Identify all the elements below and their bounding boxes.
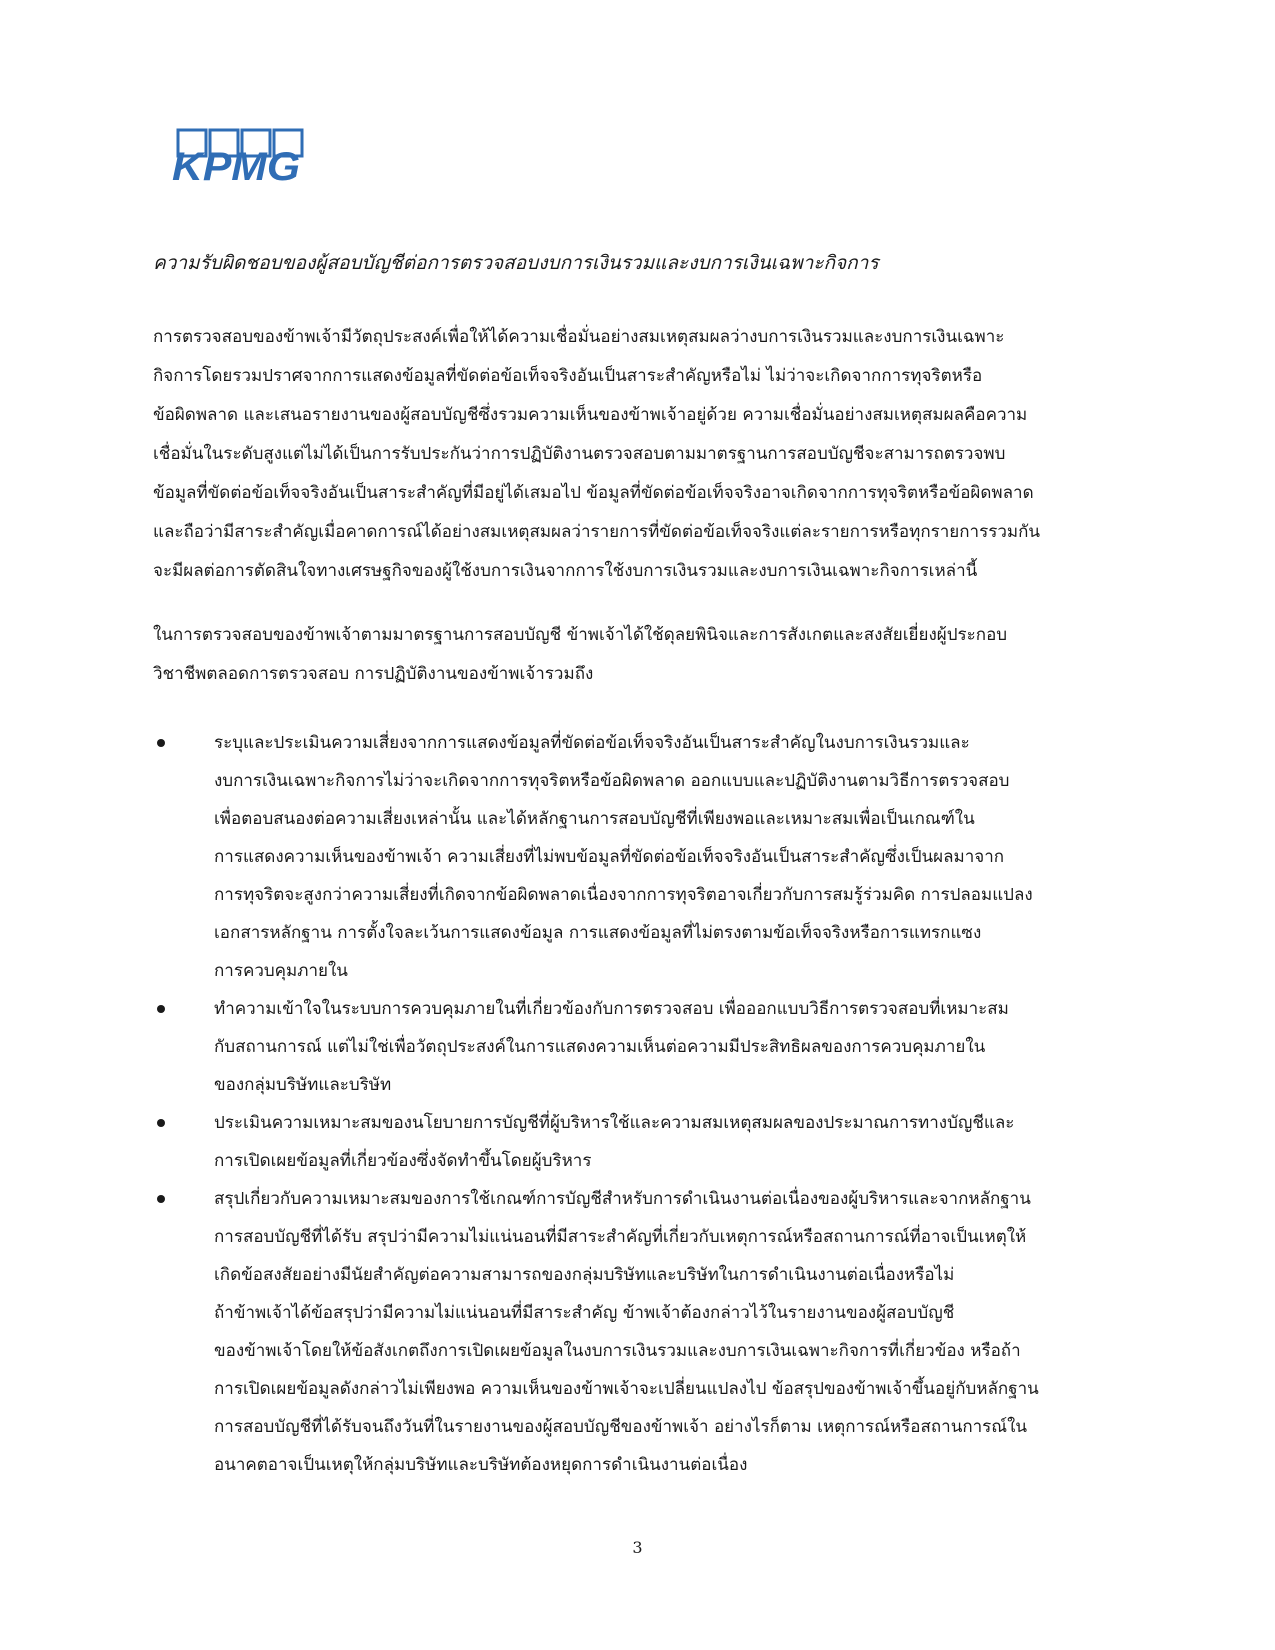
paragraph-line: วิชาชีพตลอดการตรวจสอบ การปฏิบัติงานของข้าพเจ้ารวมถึง [153, 664, 594, 684]
list-item-line: การควบคุมภายใน [214, 961, 348, 981]
list-item-line: การสอบบัญชีที่ได้รับจนถึงวันที่ในรายงานของผู้สอบบัญชีของข้าพเจ้า อย่างไรก็ตาม เหตุการณ์หรือสถานการณ์ใน [214, 1417, 1027, 1437]
list-item-line: ทำความเข้าใจในระบบการควบคุมภายในที่เกี่ยวข้องกับการตรวจสอบ เพื่อออกแบบวิธีการตรวจสอบที่เหมาะสม [214, 999, 1009, 1019]
paragraph-audit-objectives [153, 318, 1113, 591]
paragraph-line: กิจการโดยรวมปราศจากการแสดงข้อมูลที่ขัดต่อข้อเท็จจริงอันเป็นสาระสำคัญหรือไม่ ไม่ว่าจะเกิดจากการทุจริตหรือ [153, 366, 983, 386]
bullet-icon [157, 1119, 165, 1127]
paragraph-professional-judgment [153, 616, 1113, 694]
list-item [153, 1180, 1113, 1484]
paragraph-line: และถือว่ามีสาระสำคัญเมื่อคาดการณ์ได้อย่างสมเหตุสมผลว่ารายการที่ขัดต่อข้อเท็จจริงแต่ละรายการหรือทุกรายการรวมกัน [153, 522, 1041, 542]
list-item [153, 1104, 1113, 1180]
list-item [153, 724, 1113, 990]
paragraph-line: ข้อผิดพลาด และเสนอรายงานของผู้สอบบัญชีซึ่งรวมความเห็นของข้าพเจ้าอยู่ด้วย ความเชื่อมั่นอย่างสมเหตุสมผลคือความ [153, 405, 1028, 425]
list-item-line: งบการเงินเฉพาะกิจการไม่ว่าจะเกิดจากการทุจริตหรือข้อผิดพลาด ออกแบบและปฏิบัติงานตามวิธีการตรวจสอบ [214, 771, 1010, 791]
list-item-line: สรุปเกี่ยวกับความเหมาะสมของการใช้เกณฑ์การบัญชีสำหรับการดำเนินงานต่อเนื่องของผู้บริหารและจากหลักฐาน [214, 1189, 1031, 1209]
list-item-line: ของกลุ่มบริษัทและบริษัท [214, 1075, 392, 1095]
bullet-icon [157, 739, 165, 747]
paragraph-line: ในการตรวจสอบของข้าพเจ้าตามมาตรฐานการสอบบัญชี ข้าพเจ้าได้ใช้ดุลยพินิจและการสังเกตและสงสัยเยี่ยงผู้ประกอบ [153, 625, 1008, 645]
list-item-line: ถ้าข้าพเจ้าได้ข้อสรุปว่ามีความไม่แน่นอนที่มีสาระสำคัญ ข้าพเจ้าต้องกล่าวไว้ในรายงานของผู้สอบบัญชี [214, 1303, 955, 1323]
list-item [153, 990, 1113, 1104]
kpmg-logo-text: KPMG [172, 145, 300, 189]
list-item-line: เอกสารหลักฐาน การตั้งใจละเว้นการแสดงข้อมูล การแสดงข้อมูลที่ไม่ตรงตามข้อเท็จจริงหรือการแทรกแซง [214, 923, 982, 943]
list-item-line: ของข้าพเจ้าโดยให้ข้อสังเกตถึงการเปิดเผยข้อมูลในงบการเงินรวมและงบการเงินเฉพาะกิจการที่เกี่ยวข้อง หรือถ้า [214, 1341, 1021, 1361]
paragraph-line: การตรวจสอบของข้าพเจ้ามีวัตถุประสงค์เพื่อให้ได้ความเชื่อมั่นอย่างสมเหตุสมผลว่างบการเงินรวมและงบการเงินเฉพาะ [153, 327, 1005, 347]
bullet-icon [157, 1195, 165, 1203]
kpmg-logo [172, 128, 312, 190]
list-item-line: การสอบบัญชีที่ได้รับ สรุปว่ามีความไม่แน่นอนที่มีสาระสำคัญที่เกี่ยวกับเหตุการณ์หรือสถานการณ์ที่อาจเป็นเหตุให้ [214, 1227, 1027, 1247]
list-item-line: การแสดงความเห็นของข้าพเจ้า ความเสี่ยงที่ไม่พบข้อมูลที่ขัดต่อข้อเท็จจริงอันเป็นสาระสำคัญซึ่งเป็นผลมาจาก [214, 847, 1005, 867]
bullet-icon [157, 1005, 165, 1013]
list-item-line: อนาคตอาจเป็นเหตุให้กลุ่มบริษัทและบริษัทต้องหยุดการดำเนินงานต่อเนื่อง [214, 1455, 748, 1475]
list-item-line: กับสถานการณ์ แต่ไม่ใช่เพื่อวัตถุประสงค์ในการแสดงความเห็นต่อความมีประสิทธิผลของการควบคุมภายใน [214, 1037, 986, 1057]
page-number: 3 [632, 1538, 643, 1557]
paragraph-line: ข้อมูลที่ขัดต่อข้อเท็จจริงอันเป็นสาระสำคัญที่มีอยู่ได้เสมอไป ข้อมูลที่ขัดต่อข้อเท็จจริงอาจเกิดจากการทุจริตหรือข้อผิดพลาด [153, 483, 1034, 503]
list-item-line: การเปิดเผยข้อมูลดังกล่าวไม่เพียงพอ ความเห็นของข้าพเจ้าจะเปลี่ยนแปลงไป ข้อสรุปของข้าพเจ้าขึ้นอยู่กับหลักฐาน [214, 1379, 1039, 1399]
list-item-line: ประเมินความเหมาะสมของนโยบายการบัญชีที่ผู้บริหารใช้และความสมเหตุสมผลของประมาณการทางบัญชีและ [214, 1113, 1015, 1133]
list-item-line: เกิดข้อสงสัยอย่างมีนัยสำคัญต่อความสามารถของกลุ่มบริษัทและบริษัทในการดำเนินงานต่อเนื่องหรือไม่ [214, 1265, 955, 1285]
list-item-line: การเปิดเผยข้อมูลที่เกี่ยวข้องซึ่งจัดทำขึ้นโดยผู้บริหาร [214, 1151, 592, 1171]
list-item-line: เพื่อตอบสนองต่อความเสี่ยงเหล่านั้น และได้หลักฐานการสอบบัญชีที่เพียงพอและเหมาะสมเพื่อเป็นเกณฑ์ใน [214, 809, 975, 829]
paragraph-line: จะมีผลต่อการตัดสินใจทางเศรษฐกิจของผู้ใช้งบการเงินจากการใช้งบการเงินรวมและงบการเงินเฉพาะกิจการเหล่านี้ [153, 561, 978, 581]
list-item-line: ระบุและประเมินความเสี่ยงจากการแสดงข้อมูลที่ขัดต่อข้อเท็จจริงอันเป็นสาระสำคัญในงบการเงินรวมและ [214, 733, 970, 753]
list-item-line: การทุจริตจะสูงกว่าความเสี่ยงที่เกิดจากข้อผิดพลาดเนื่องจากการทุจริตอาจเกี่ยวกับการสมรู้ร่วมคิด การปลอมแปลง [214, 885, 1033, 905]
audit-procedures-list [153, 724, 1113, 1484]
paragraph-line: เชื่อมั่นในระดับสูงแต่ไม่ได้เป็นการรับประกันว่าการปฏิบัติงานตรวจสอบตามมาตรฐานการสอบบัญชีจะสามารถตรวจพบ [153, 444, 1006, 464]
section-heading: ความรับผิดชอบของผู้สอบบัญชีต่อการตรวจสอบงบการเงินรวมและงบการเงินเฉพาะกิจการ [153, 252, 879, 274]
